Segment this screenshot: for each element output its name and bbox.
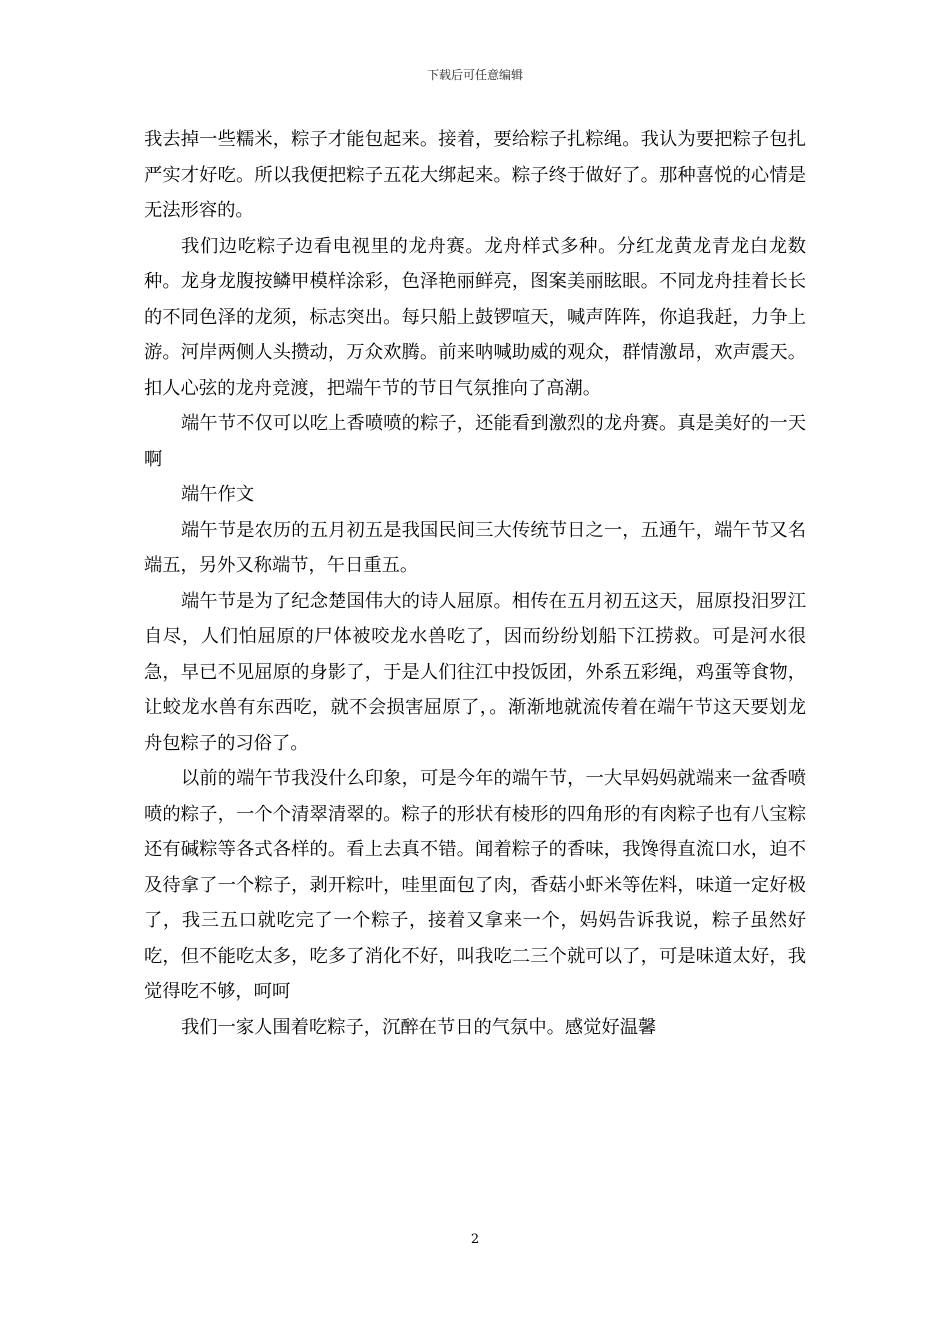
- section-heading: 端午作文: [181, 484, 255, 505]
- page-number: 2: [470, 1232, 480, 1247]
- paragraph-3: 端午节不仅可以吃上香喷喷的粽子，还能看到激烈的龙舟赛。真是美好的一天啊: [144, 413, 806, 470]
- paragraph-5: 端午节是为了纪念楚国伟大的诗人屈原。相传在五月初五这天，屈原投汨罗江自尽，人们怕屈原的尸体被咬龙水兽吃了，因而纷纷划船下江捞救。可是河水很急，早已不见屈原的身影了，于是人们往江中投饭团，外系五彩绳，鸡蛋等食物，让蛟龙水兽有东西吃，就不会损害屈原了，。渐渐地就流传着在端午节这天要划龙舟包粽子的习俗了。: [144, 590, 806, 754]
- paragraph-4: 端午节是农历的五月初五是我国民间三大传统节日之一，五通午，端午节又名端五，另外又称端节，午日重五。: [144, 519, 806, 576]
- paragraph-2: 我们边吃粽子边看电视里的龙舟赛。龙舟样式多种。分红龙黄龙青龙白龙数种。龙身龙腹按鳞甲模样涂彩，色泽艳丽鲜亮，图案美丽眩眼。不同龙舟挂着长长的不同色泽的龙须，标志突出。每只船上鼓锣喧天，喊声阵阵，你追我赶，力争上游。河岸两侧人头攒动，万众欢腾。前来呐喊助威的观众，群情激昂，欢声震天。扣人心弦的龙舟竞渡，把端午节的节日气氛推向了高潮。: [144, 235, 806, 399]
- page-header: 下载后可任意编辑: [426, 68, 523, 82]
- paragraph-6: 以前的端午节我没什么印象，可是今年的端午节，一大早妈妈就端来一盆香喷喷的粽子，一个个清翠清翠的。粽子的形状有棱形的四角形的有肉粽子也有八宝粽还有碱粽等各式各样的。看上去真不错。闻着粽子的香味，我馋得直流口水，迫不及待拿了一个粽子，剥开粽叶，哇里面包了肉，香菇小虾米等佐料，味道一定好极了，我三五口就吃完了一个粽子，接着又拿来一个，妈妈告诉我说，粽子虽然好吃，但不能吃太多，吃多了消化不好，叫我吃二三个就可以了，可是味道太好，我觉得吃不够，呵呵: [144, 768, 806, 1002]
- paragraph-7: 我们一家人围着吃粽子，沉醉在节日的气氛中。感觉好温馨: [181, 1016, 657, 1038]
- paragraph-1: 我去掉一些糯米，粽子才能包起来。接着，要给粽子扎粽绳。我认为要把粽子包扎严实才好吃。所以我便把粽子五花大绑起来。粽子终于做好了。那种喜悦的心情是无法形容的。: [144, 129, 806, 221]
- document-body: [144, 122, 806, 1045]
